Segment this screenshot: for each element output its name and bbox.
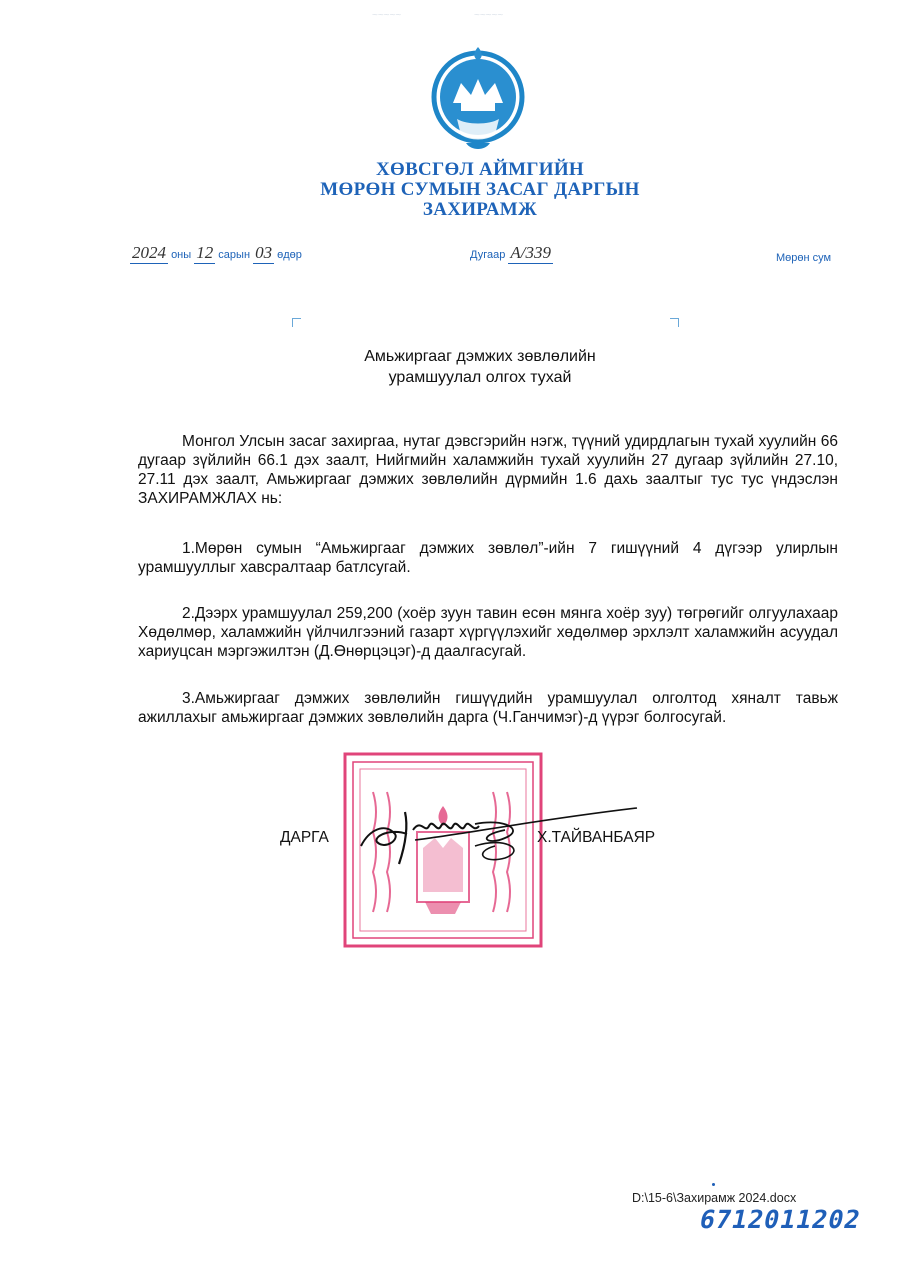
document-subject <box>300 346 660 388</box>
subject-line-1: Амьжиргааг дэмжих зөвлөлийн <box>364 348 596 365</box>
date-month: 12 <box>196 243 214 262</box>
decree-item-3: 3.Амьжиргааг дэмжих зөвлөлийн гишүүдийн урамшуулал олголтод хяналт тавьж ажиллахыг амьжиргааг дэмжих зөвлөлийн дарга (Ч.Ганчимэг)-д үүрэг болгосугай. <box>138 690 838 726</box>
document-date <box>130 243 302 264</box>
decree-item-1: 1.Мөрөн сумын “Амьжиргааг дэмжих зөвлөл”-ийн 7 гишүүний 4 дүгээр улирлын урамшууллыг хавсралтаар батлсугай. <box>138 540 838 576</box>
document-header <box>0 160 900 220</box>
decree-item-2: 2.Дээрх урамшуулал 259,200 (хоёр зуун тавин есөн мянга хоёр зуу) төгрөгийг олгуулахаар Хөдөлмөр, халамжийн үйлчилгээний газарт хүргүүлэхийг хөдөлмөр эрхлэлт халамжийн асуудал хариуцсан мэргэжилтэн (Д.Өнөрцэцэг)-д даалгасугай. <box>138 605 838 660</box>
document-place: Мөрөн сум <box>776 252 832 264</box>
faint-stamp-mark: ~~~~~ <box>474 10 504 21</box>
number-label: Дугаар <box>470 249 506 261</box>
header-line-governor: МӨРӨН СУМЫН ЗАСАГ ДАРГЫН <box>320 179 640 200</box>
subject-corner-left <box>292 318 301 327</box>
subject-corner-right <box>670 318 679 327</box>
preamble-paragraph: Монгол Улсын засаг захиргаа, нутаг дэвсгэрийн нэгж, түүний удирдлагын тухай хуулийн 66 дугаар зүйлийн 66.1 дэх заалт, Нийгмийн халамжийн тухай хуулийн 27 дугаар зүйлийн 27.10, 27.11 дэх заалт, Амьжиргааг дэмжих зөвлөлийн дүрмийн 1.6 дахь заалтыг тус тус үндэслэн ЗАХИРАМЖЛАХ нь: <box>138 433 838 507</box>
state-emblem-icon <box>431 43 525 155</box>
ink-dot <box>712 1183 715 1186</box>
date-year: 2024 <box>132 243 166 262</box>
date-day-suffix: өдөр <box>277 249 302 261</box>
subject-line-2: урамшуулал олгох тухай <box>388 369 572 386</box>
signatory-name: Х.ТАЙВАНБАЯР <box>537 829 656 846</box>
date-month-suffix: сарын <box>218 249 251 261</box>
number-value: А/339 <box>510 243 551 262</box>
signatory-title: ДАРГА <box>280 829 329 846</box>
date-year-suffix: оны <box>171 249 192 261</box>
header-line-decree: ЗАХИРАМЖ <box>422 199 538 220</box>
file-path-footer: D:\15-6\Захирамж 2024.docx <box>632 1191 797 1205</box>
header-line-province: ХӨВСГӨЛ АЙМГИЙН <box>375 159 585 180</box>
date-day: 03 <box>255 243 273 262</box>
registration-number-stamp: 6712011202 <box>696 1205 864 1234</box>
document-number <box>470 243 553 264</box>
faint-stamp-mark: ~~~~~ <box>372 10 402 21</box>
